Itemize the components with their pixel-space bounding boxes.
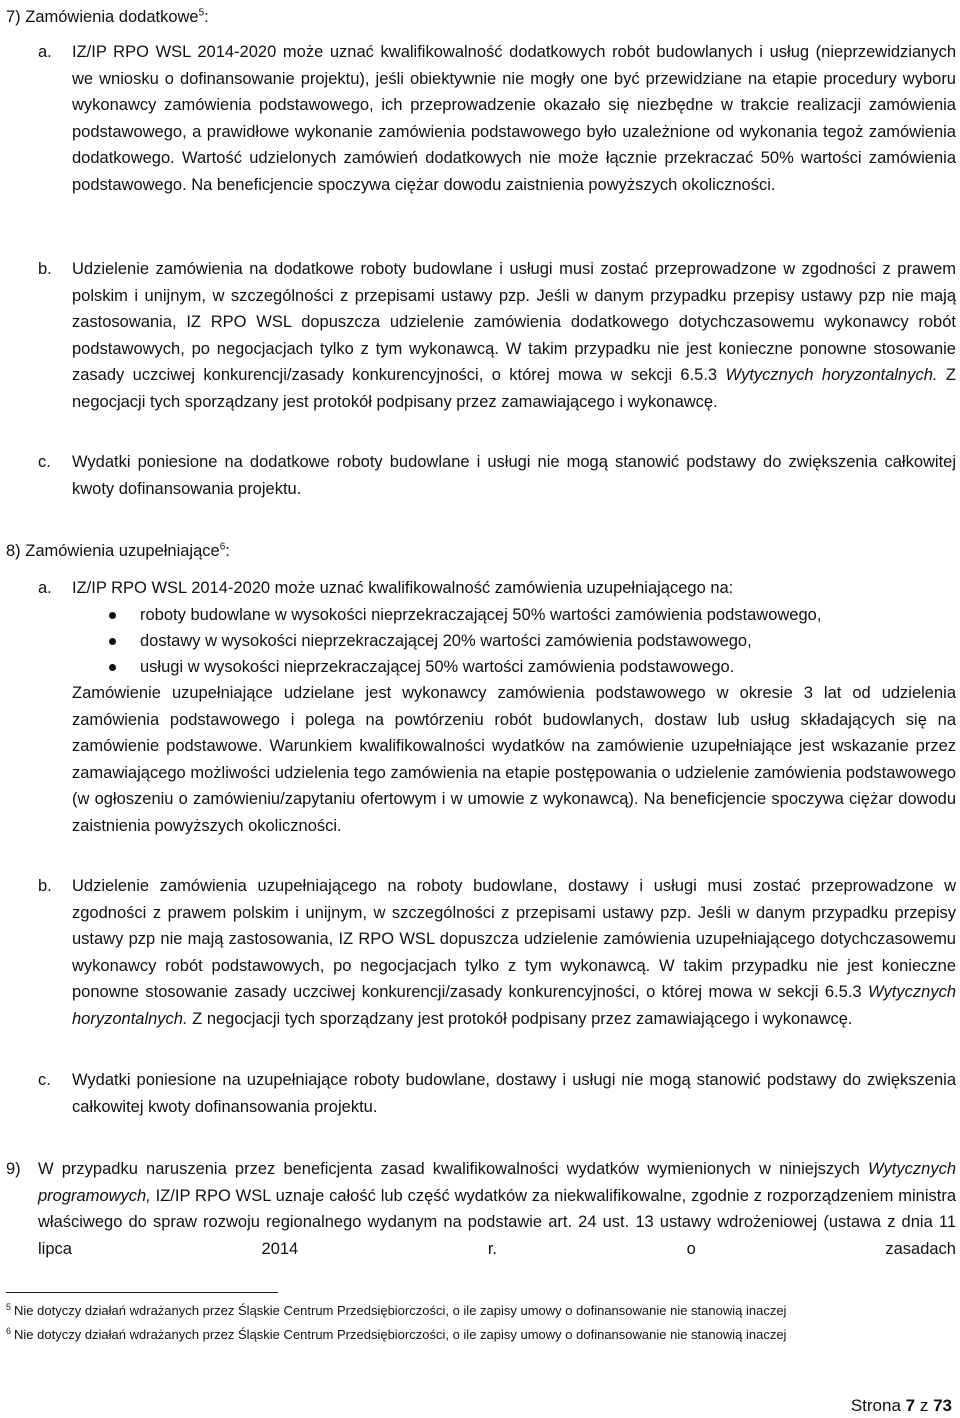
list-item: usługi w wysokości nieprzekraczającej 50% wartości zamówienia podstawowego. bbox=[72, 654, 956, 680]
footnote-number: 5 bbox=[6, 1301, 12, 1312]
page-number-current: 7 bbox=[905, 1396, 916, 1415]
bullet-list-8a bbox=[72, 602, 956, 680]
list-item: dostawy w wysokości nieprzekraczającej 20% wartości zamówienia podstawowego, bbox=[72, 628, 956, 654]
footnote-text: Nie dotyczy działań wdrażanych przez Śląskie Centrum Przedsiębiorczości, o ile zapisy umowy o dofinansowanie nie stanowią inaczej bbox=[14, 1327, 787, 1342]
paragraph-8a: Zamówienie uzupełniające udzielane jest wykonawcy zamówienia podstawowego w okresie 3 lat od udzielenia zamówienia podstawowego i polega na powtórzeniu robót budowlanych, dostaw lub usług składających się na zamówienie podstawowe. Warunkiem kwalifikowalności wydatków na zamówienie uzupełniające jest wskazanie przez zamawiającego możliwości udzielenia tego zamówienia na etapie postępowania o udzielenie zamówienia podstawowego (w ogłoszeniu o zamówieniu/zapytaniu ofertowym i w umowie z wykonawcą). Na beneficjencie spoczywa ciężar dowodu zaistnienia powyższych okoliczności. bbox=[72, 684, 956, 835]
paragraph-9-italic: Wytycznych programowych, bbox=[38, 1160, 956, 1205]
paragraph-8b-text: Udzielenie zamówienia uzupełniającego na roboty budowlane, dostawy i usługi musi zostać przeprowadzone w zgodności z prawem polskim i unijnym, w szczególności z przepisami ustawy pzp. Jeśli w danym przypadku przepisy ustawy pzp nie mają zastosowania, IZ RPO WSL dopuszcza udzielenie zamówienia uzupełniającego dotychczasowemu wykonawcy robót podstawowych, po negocjacjach tylko z tym wykonawcą. W takim przypadku nie jest konieczne ponowne stosowanie zasady uczciwej konkurencji/zasady konkurencyjności, o której mowa w sekcji 6.5.3 bbox=[72, 877, 956, 1001]
footnote-6 bbox=[6, 1326, 786, 1344]
paragraph-8b bbox=[72, 873, 956, 1032]
paragraph-7b-italic: Wytycznych horyzontalnych. bbox=[725, 366, 938, 384]
section-7-heading bbox=[6, 4, 209, 30]
page-number-separator: z bbox=[919, 1396, 929, 1415]
paragraph-7a: IZ/IP RPO WSL 2014-2020 może uznać kwalifikowalność dodatkowych robót budowlanych i usług (nieprzewidzianych we wniosku o dofinansowanie projektu), jeśli obiektywnie nie mogły one być przewidziane na etapie procedury wyboru wykonawcy zamówienia podstawowego, ich przeprowadzenie okazało się niezbędne w trakcie realizacji zamówienia podstawowego, a prawidłowe wykonanie zamówienia podstawowego było uzależnione od wykonania tegoż zamówienia dodatkowego. Wartość udzielonych zamówień dodatkowych nie może łącznie przekraczać 50% wartości zamówienia podstawowego. Na beneficjencie spoczywa ciężar dowodu zaistnienia powyższych okoliczności. bbox=[72, 43, 956, 194]
footnote-divider bbox=[6, 1292, 278, 1293]
paragraph-8b-text-end: Z negocjacji tych sporządzany jest protokół podpisany przez zamawiającego i wykonawcę. bbox=[187, 1009, 853, 1028]
item-letter-7c: c. bbox=[38, 453, 51, 471]
item-letter-8b: b. bbox=[38, 877, 52, 895]
heading-colon: : bbox=[204, 8, 209, 26]
page-number-prefix: Strona bbox=[850, 1396, 901, 1415]
item-letter-7b: b. bbox=[38, 260, 52, 278]
footnote-ref-6[interactable]: 6 bbox=[219, 541, 226, 553]
list-item: roboty budowlane w wysokości nieprzekraczającej 50% wartości zamówienia podstawowego, bbox=[72, 602, 956, 628]
paragraph-7c: Wydatki poniesione na dodatkowe roboty budowlane i usługi nie mogą stanowić podstawy do zwiększenia całkowitej kwoty dofinansowania projektu. bbox=[72, 453, 956, 498]
footnote-number: 6 bbox=[6, 1325, 12, 1336]
paragraph-9-text-end: IZ/IP RPO WSL uznaje całość lub część wydatków za niekwalifikowalne, zgodnie z rozporządzeniem ministra właściwego do spraw rozwoju regionalnego wydanym na podstawie art. 24 ust. 13 ustawy wdrożeniowej (ustawa z dnia 11 lipca 2014 r. o zasadach bbox=[38, 1186, 956, 1258]
item-letter-7a: a. bbox=[38, 43, 52, 61]
section-8-heading bbox=[6, 538, 230, 564]
paragraph-8b-italic: Wytycznych horyzontalnych. bbox=[72, 983, 956, 1028]
paragraph-8c: Wydatki poniesione na uzupełniające roboty budowlane, dostawy i usługi nie mogą stanowić podstawy do zwiększenia całkowitej kwoty dofinansowania projektu. bbox=[72, 1071, 956, 1116]
paragraph-9-text: W przypadku naruszenia przez beneficjenta zasad kwalifikowalności wydatków wymienionych w niniejszych bbox=[38, 1160, 868, 1178]
section-8-title: 8) Zamówienia uzupełniające bbox=[6, 542, 220, 560]
heading-colon: : bbox=[225, 542, 230, 560]
paragraph-8a-intro: IZ/IP RPO WSL 2014-2020 może uznać kwalifikowalność zamówienia uzupełniającego na: bbox=[72, 579, 734, 597]
paragraph-7b-text-end: Z negocjacji tych sporządzany jest protokół podpisany przez zamawiającego i wykonawcę. bbox=[72, 366, 956, 411]
item-letter-8a: a. bbox=[38, 579, 52, 597]
paragraph-7b bbox=[72, 256, 956, 415]
paragraph-9 bbox=[38, 1156, 956, 1262]
footnote-text: Nie dotyczy działań wdrażanych przez Śląskie Centrum Przedsiębiorczości, o ile zapisy umowy o dofinansowanie nie stanowią inaczej bbox=[14, 1303, 787, 1318]
paragraph-7b-text: Udzielenie zamówienia na dodatkowe roboty budowlane i usługi musi zostać przeprowadzone w zgodności z prawem polskim i unijnym, w szczególności z przepisami ustawy pzp. Jeśli w danym przypadku przepisy ustawy pzp nie mają zastosowania, IZ RPO WSL dopuszcza udzielenie zamówienia dodatkowego dotychczasowemu wykonawcy robót podstawowych, po negocjacjach tylko z tym wykonawcą. W takim przypadku nie jest konieczne ponowne stosowanie zasady uczciwej konkurencji/zasady konkurencyjności, o której mowa w sekcji 6.5.3 bbox=[72, 260, 956, 384]
section-9-number: 9) bbox=[6, 1160, 21, 1178]
item-letter-8c: c. bbox=[38, 1071, 51, 1089]
page-number bbox=[851, 1396, 952, 1416]
section-7-title: 7) Zamówienia dodatkowe bbox=[6, 8, 199, 26]
footnote-ref-5[interactable]: 5 bbox=[198, 7, 205, 19]
footnote-5 bbox=[6, 1302, 786, 1320]
page-number-total: 73 bbox=[933, 1396, 952, 1415]
